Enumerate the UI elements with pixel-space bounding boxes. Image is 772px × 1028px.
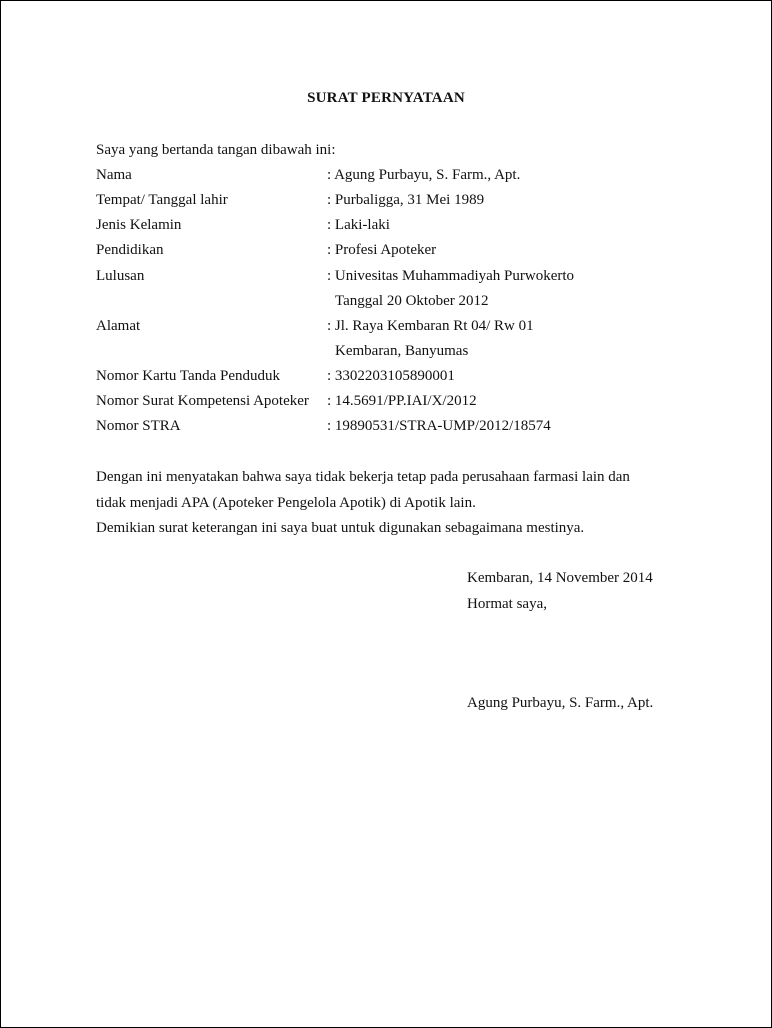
- field-label: Nomor Surat Kompetensi Apoteker: [96, 393, 309, 409]
- field-value-continuation: Kembaran, Banyumas: [335, 343, 469, 359]
- field-value: : 3302203105890001: [327, 368, 455, 384]
- document-title: SURAT PERNYATAAN: [307, 90, 465, 106]
- field-label: Nomor STRA: [96, 418, 181, 434]
- field-row-lulusan: [96, 267, 696, 287]
- field-value: : Profesi Apoteker: [327, 242, 437, 258]
- closing-greeting: Hormat saya,: [467, 596, 547, 612]
- field-value: : Univesitas Muhammadiyah Purwokerto: [327, 268, 575, 284]
- field-row-lulusan-continuation: [96, 292, 696, 312]
- statement-line: Demikian surat keterangan ini saya buat untuk digunakan sebagaimana mestinya.: [96, 520, 585, 536]
- field-value: : Agung Purbayu, S. Farm., Apt.: [327, 167, 521, 183]
- field-label: Alamat: [96, 318, 141, 334]
- field-label: Lulusan: [96, 268, 145, 284]
- field-row-nomor-stra: [96, 417, 696, 437]
- field-value: : Laki-laki: [327, 217, 390, 233]
- field-row-alamat-continuation: [96, 342, 696, 362]
- statement-line: tidak menjadi APA (Apoteker Pengelola Apotik) di Apotik lain.: [96, 495, 476, 511]
- field-value: : Jl. Raya Kembaran Rt 04/ Rw 01: [327, 318, 534, 334]
- signatory-name: Agung Purbayu, S. Farm., Apt.: [467, 695, 654, 711]
- field-value-continuation: Tanggal 20 Oktober 2012: [335, 293, 489, 309]
- field-row-nomor-surat-kompetensi: [96, 392, 696, 412]
- field-label: Jenis Kelamin: [96, 217, 182, 233]
- field-label: Pendidikan: [96, 242, 164, 258]
- field-row-jenis-kelamin: [96, 216, 696, 236]
- intro-text: Saya yang bertanda tangan dibawah ini:: [96, 142, 336, 158]
- field-value: : Purbaligga, 31 Mei 1989: [327, 192, 485, 208]
- field-label: Nama: [96, 167, 132, 183]
- field-row-nama: [96, 166, 696, 186]
- field-row-nomor-ktp: [96, 367, 696, 387]
- place-date: Kembaran, 14 November 2014: [467, 570, 653, 586]
- field-value: : 14.5691/PP.IAI/X/2012: [327, 393, 477, 409]
- field-row-alamat: [96, 317, 696, 337]
- field-label: Nomor Kartu Tanda Penduduk: [96, 368, 281, 384]
- field-label: Tempat/ Tanggal lahir: [96, 192, 228, 208]
- field-value: : 19890531/STRA-UMP/2012/18574: [327, 418, 551, 434]
- field-row-tempat-tanggal-lahir: [96, 191, 696, 211]
- statement-line: Dengan ini menyatakan bahwa saya tidak bekerja tetap pada perusahaan farmasi lain dan: [96, 469, 630, 485]
- field-row-pendidikan: [96, 241, 696, 261]
